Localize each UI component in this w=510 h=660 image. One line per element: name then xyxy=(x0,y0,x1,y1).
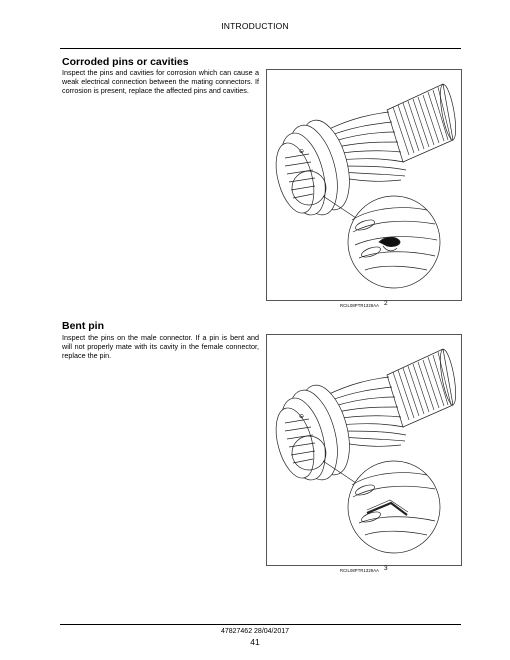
connector-illustration xyxy=(267,70,461,300)
figure-number-corroded-pins: 2 xyxy=(384,300,388,307)
section-title-bent-pin: Bent pin xyxy=(62,320,104,332)
section-body-bent-pin: Inspect the pins on the male connector. If a pin is bent and will not properly mate with its cavity in the female connector, replace the pin. xyxy=(62,333,259,360)
figure-ref-corroded-pins: RCIL08PTR1328AA xyxy=(340,303,379,308)
header-rule xyxy=(60,48,461,49)
polarity-symbol: ⊖ xyxy=(299,413,305,420)
section-title-corroded-pins: Corroded pins or cavities xyxy=(62,56,189,68)
figure-bent-pin xyxy=(266,334,462,566)
connector-illustration xyxy=(267,335,461,565)
figure-number-bent-pin: 3 xyxy=(384,565,388,572)
footer-rule xyxy=(60,624,461,625)
polarity-symbol: ⊖ xyxy=(299,148,305,155)
page-header: INTRODUCTION xyxy=(221,21,289,31)
figure-ref-bent-pin: RCIL08PTR1329AA xyxy=(340,568,379,573)
footer-document-code: 47827462 28/04/2017 xyxy=(220,628,290,635)
section-body-corroded-pins: Inspect the pins and cavities for corrosion which can cause a weak electrical connection between the mating connectors. If corrosion is present, replace the affected pins and cavities. xyxy=(62,68,259,95)
figure-corroded-pins xyxy=(266,69,462,301)
footer-page-number: 41 xyxy=(250,637,260,647)
